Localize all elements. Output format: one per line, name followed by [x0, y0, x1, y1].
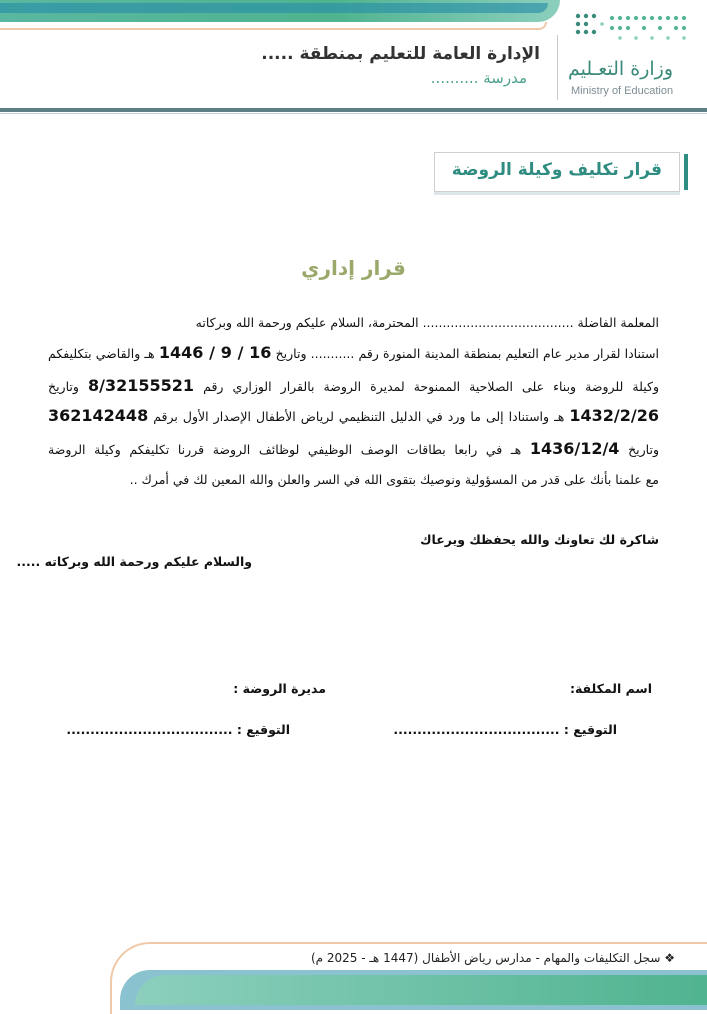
- decision-date: 16 / 9 / 1446: [158, 343, 272, 362]
- ministry-name-english: Ministry of Education: [571, 85, 674, 97]
- closing-thanks: شاكرة لك تعاونك والله يحفظك ويرعاك: [420, 532, 659, 547]
- body-line-2: [48, 345, 659, 362]
- closing-salam: والسلام عليكم ورحمة الله وبركاته .....: [16, 554, 252, 569]
- footer-decor-green-bar: [135, 975, 707, 1005]
- body-line-4: [48, 408, 659, 425]
- guide-date: 1436/12/4: [529, 439, 620, 458]
- guide-number: 362142448: [48, 406, 149, 425]
- header-decor-blue-bar: [0, 3, 548, 13]
- body-line-3: [48, 378, 659, 395]
- administration-title: الإدارة العامة للتعليم بمنطقة .....: [261, 44, 540, 64]
- body-line-5-part-b: هـ في رابعا بطاقات الوصف الوظيفي لوظائف الروضة قررنا تكليفكم وكيلة الروضة: [48, 442, 522, 457]
- body-line-2-part-a: استنادا لقرار مدير عام التعليم بمنطقة المدينة المنورة رقم ........... وتاريخ: [275, 346, 659, 361]
- document-title: قرار تكليف وكيلة الروضة: [451, 160, 662, 180]
- school-name-line: مدرسة ..........: [430, 69, 527, 87]
- footer-text: سجل التكليفات والمهام - مدارس رياض الأطفال (1447 هـ - 2025 م): [310, 951, 661, 965]
- footer-caption: [311, 951, 675, 965]
- ministry-logo-icon: [572, 10, 690, 52]
- ministerial-decision-date: 1432/2/26: [569, 406, 659, 425]
- header-decor-orange-line: [0, 22, 547, 30]
- director-label: مديرة الروضة :: [233, 681, 326, 696]
- body-line-3-part-a: وكيلة للروضة وبناء على الصلاحية الممنوحة لمديرة الروضة بالقرار الوزاري رقم: [203, 379, 660, 394]
- decision-heading: قرار إداري: [301, 256, 406, 280]
- body-line-5-part-a: وتاريخ: [628, 442, 659, 457]
- employee-name-label: اسم المكلفة:: [569, 681, 652, 696]
- title-box-accent-bar: [684, 154, 688, 190]
- employee-signature-line: التوقيع : ...................................: [393, 722, 617, 737]
- body-line-2-part-b: هـ والقاضي بتكليفكم: [48, 346, 155, 361]
- ministry-name-arabic: وزارة التعـليم: [568, 58, 674, 80]
- footer-bullet-icon: ❖: [664, 951, 675, 965]
- header-divider: [557, 35, 558, 100]
- body-line-6: مع علمنا بأنك على قدر من المسؤولية ونوصيك بتقوى الله في السر والعلن والله المعين لك في أمرك ..: [129, 472, 659, 487]
- body-line-5: [48, 441, 659, 458]
- director-signature-line: التوقيع : ...................................: [66, 722, 290, 737]
- body-line-4-part-a: هـ واستنادا إلى ما ورد في الدليل التنظيمي لرياض الأطفال الإصدار الأول برقم: [153, 409, 565, 424]
- ministerial-decision-number: 8/32155521: [88, 376, 195, 395]
- body-line-3-part-b: وتاريخ: [48, 379, 79, 394]
- header-underline-thin: [0, 113, 707, 114]
- header-underline: [0, 108, 707, 112]
- body-line-greeting: المعلمة الفاضلة ...................................... المحترمة، السلام عليكم ورحمة الله وبركاته: [195, 315, 659, 330]
